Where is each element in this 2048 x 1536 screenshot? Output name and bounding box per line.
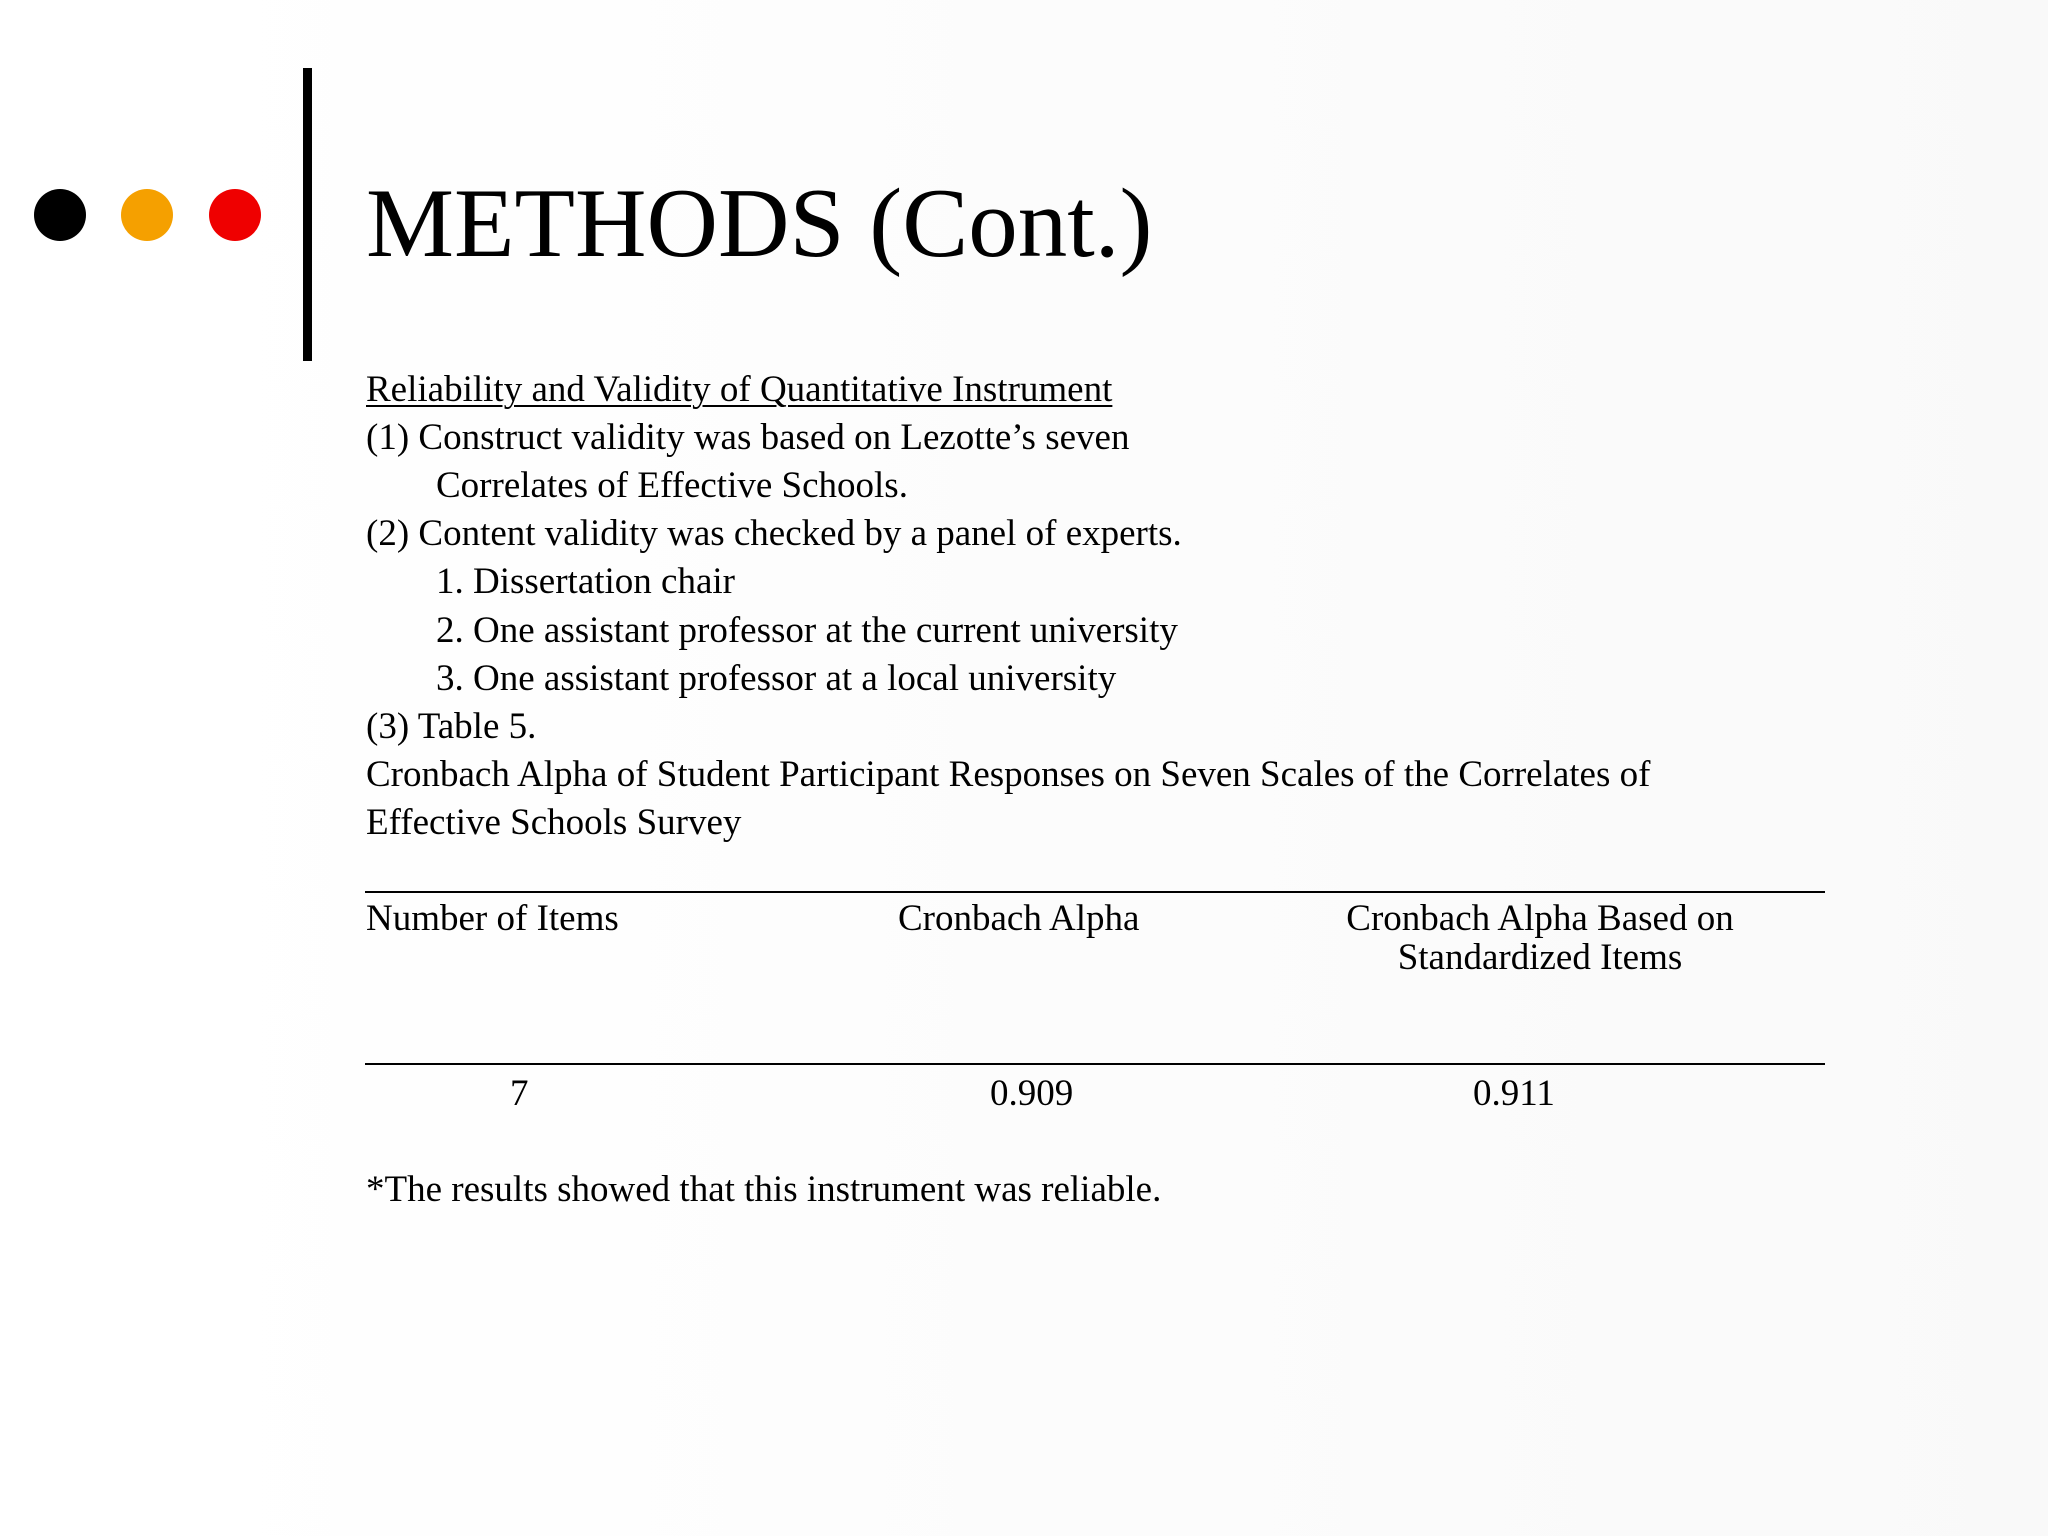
table-cell-number-of-items: 7	[510, 1073, 529, 1114]
expert-3: 3. One assistant professor at a local university	[436, 658, 1117, 699]
slide-title: METHODS (Cont.)	[366, 169, 1153, 278]
red-dot-icon	[209, 189, 261, 241]
table-header-rule	[365, 1063, 1825, 1065]
table-cell-cronbach-alpha: 0.909	[990, 1073, 1074, 1114]
section-heading: Reliability and Validity of Quantitative Instrument	[366, 369, 1113, 410]
title-divider-bar	[303, 68, 312, 361]
table-header-standardized-alpha: Cronbach Alpha Based on Standardized Items	[1346, 898, 1734, 978]
table-cell-standardized-alpha: 0.911	[1473, 1073, 1555, 1114]
item-2-line: (2) Content validity was checked by a panel of experts.	[366, 513, 1182, 554]
item-1-line-1: (1) Construct validity was based on Lezotte’s seven	[366, 417, 1130, 458]
table-caption-line-1: Cronbach Alpha of Student Participant Responses on Seven Scales of the Correlates of	[366, 754, 1651, 795]
orange-dot-icon	[121, 189, 173, 241]
table-header-cronbach-alpha: Cronbach Alpha	[898, 898, 1140, 939]
item-1-line-2: Correlates of Effective Schools.	[436, 465, 908, 506]
table-caption-line-2: Effective Schools Survey	[366, 802, 742, 843]
expert-1: 1. Dissertation chair	[436, 561, 735, 602]
table-header-number-of-items: Number of Items	[366, 898, 619, 939]
expert-2: 2. One assistant professor at the current university	[436, 610, 1178, 651]
item-3-line: (3) Table 5.	[366, 706, 537, 747]
black-dot-icon	[34, 189, 86, 241]
table-top-rule	[365, 891, 1825, 893]
footnote: *The results showed that this instrument was reliable.	[366, 1169, 1162, 1210]
